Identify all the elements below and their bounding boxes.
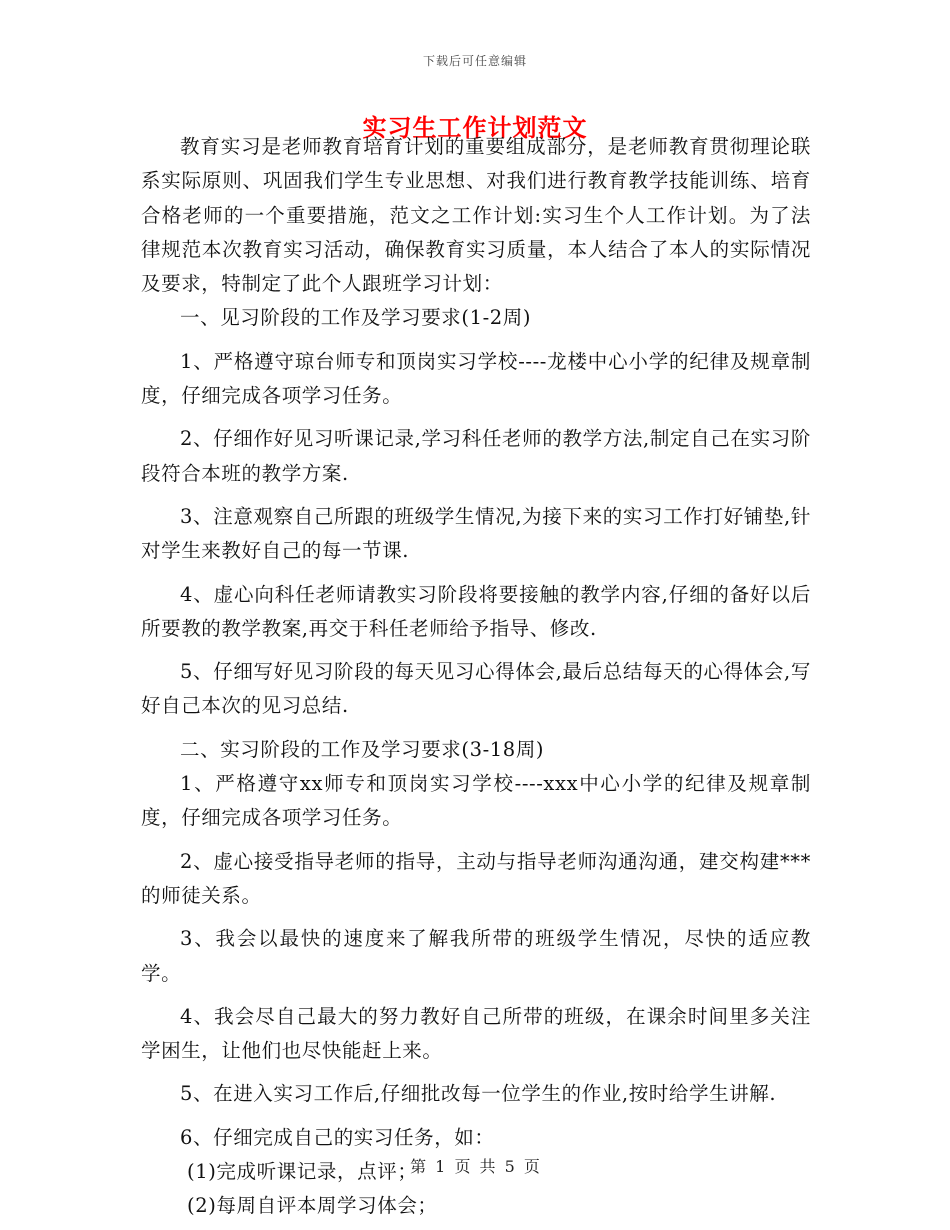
list-item: 2、虚心接受指导老师的指导，主动与指导老师沟通沟通，建交构建***的师徒关系。 bbox=[141, 849, 811, 907]
list-item: 4、虚心向科任老师请教实习阶段将要接触的教学内容,仔细的备好以后所要教的教学教案,再交于科任老师给予指导、修改. bbox=[141, 582, 811, 640]
list-item: 1、严格遵守琼台师专和顶岗实习学校----龙楼中心小学的纪律及规章制度，仔细完成各项学习任务。 bbox=[141, 349, 811, 408]
list-item: 3、注意观察自己所跟的班级学生情况,为接下来的实习工作打好铺垫,针对学生来教好自己的每一节课. bbox=[141, 504, 811, 563]
list-item: 4、我会尽自己最大的努力教好自己所带的班级，在课余时间里多关注学困生，让他们也尽快能赶上来。 bbox=[141, 1004, 811, 1063]
section-heading-1: 一、见习阶段的工作及学习要求(1-2周) bbox=[180, 306, 532, 330]
sub-list-item: (2)每周自评本周学习体会； bbox=[187, 1194, 438, 1218]
section-heading-2: 二、实习阶段的工作及学习要求(3-18周) bbox=[180, 737, 545, 761]
list-item: 2、仔细作好见习听课记录,学习科任老师的教学方法,制定自己在实习阶段符合本班的教学方案. bbox=[141, 427, 811, 485]
list-item: 3、我会以最快的速度来了解我所带的班级学生情况，尽快的适应教学。 bbox=[141, 927, 811, 985]
sub-list-item: (1)完成听课记录，点评； bbox=[187, 1160, 418, 1184]
list-item: 5、仔细写好见习阶段的每天见习心得体会,最后总结每天的心得体会,写好自己本次的见习总结. bbox=[141, 660, 811, 718]
document-body bbox=[141, 130, 811, 1224]
list-item: 1、严格遵守xx师专和顶岗实习学校----xxx中心小学的纪律及规章制度，仔细完成各项学习任务。 bbox=[141, 772, 811, 830]
document-title: 实习生工作计划范文 bbox=[362, 114, 588, 142]
page-footer: 第 1 页 共 5 页 bbox=[410, 1157, 540, 1176]
list-item: 5、在进入实习工作后,仔细批改每一位学生的作业,按时给学生讲解. bbox=[180, 1082, 777, 1106]
header-note: 下载后可任意编辑 bbox=[422, 54, 527, 68]
list-item: 6、仔细完成自己的实习任务，如： bbox=[180, 1125, 495, 1149]
paragraph-intro: 教育实习是老师教育培育计划的重要组成部分，是老师教育贯彻理论联系实际原则、巩固我们学生专业思想、对我们进行教育教学技能训练、培育合格老师的一个重要措施，范文之工作计划:实习生个人工作计划。为了法律规范本次教育实习活动，确保教育实习质量，本人结合了本人的实际情况及要求，特制定了此个人跟班学习计划： bbox=[141, 135, 811, 296]
